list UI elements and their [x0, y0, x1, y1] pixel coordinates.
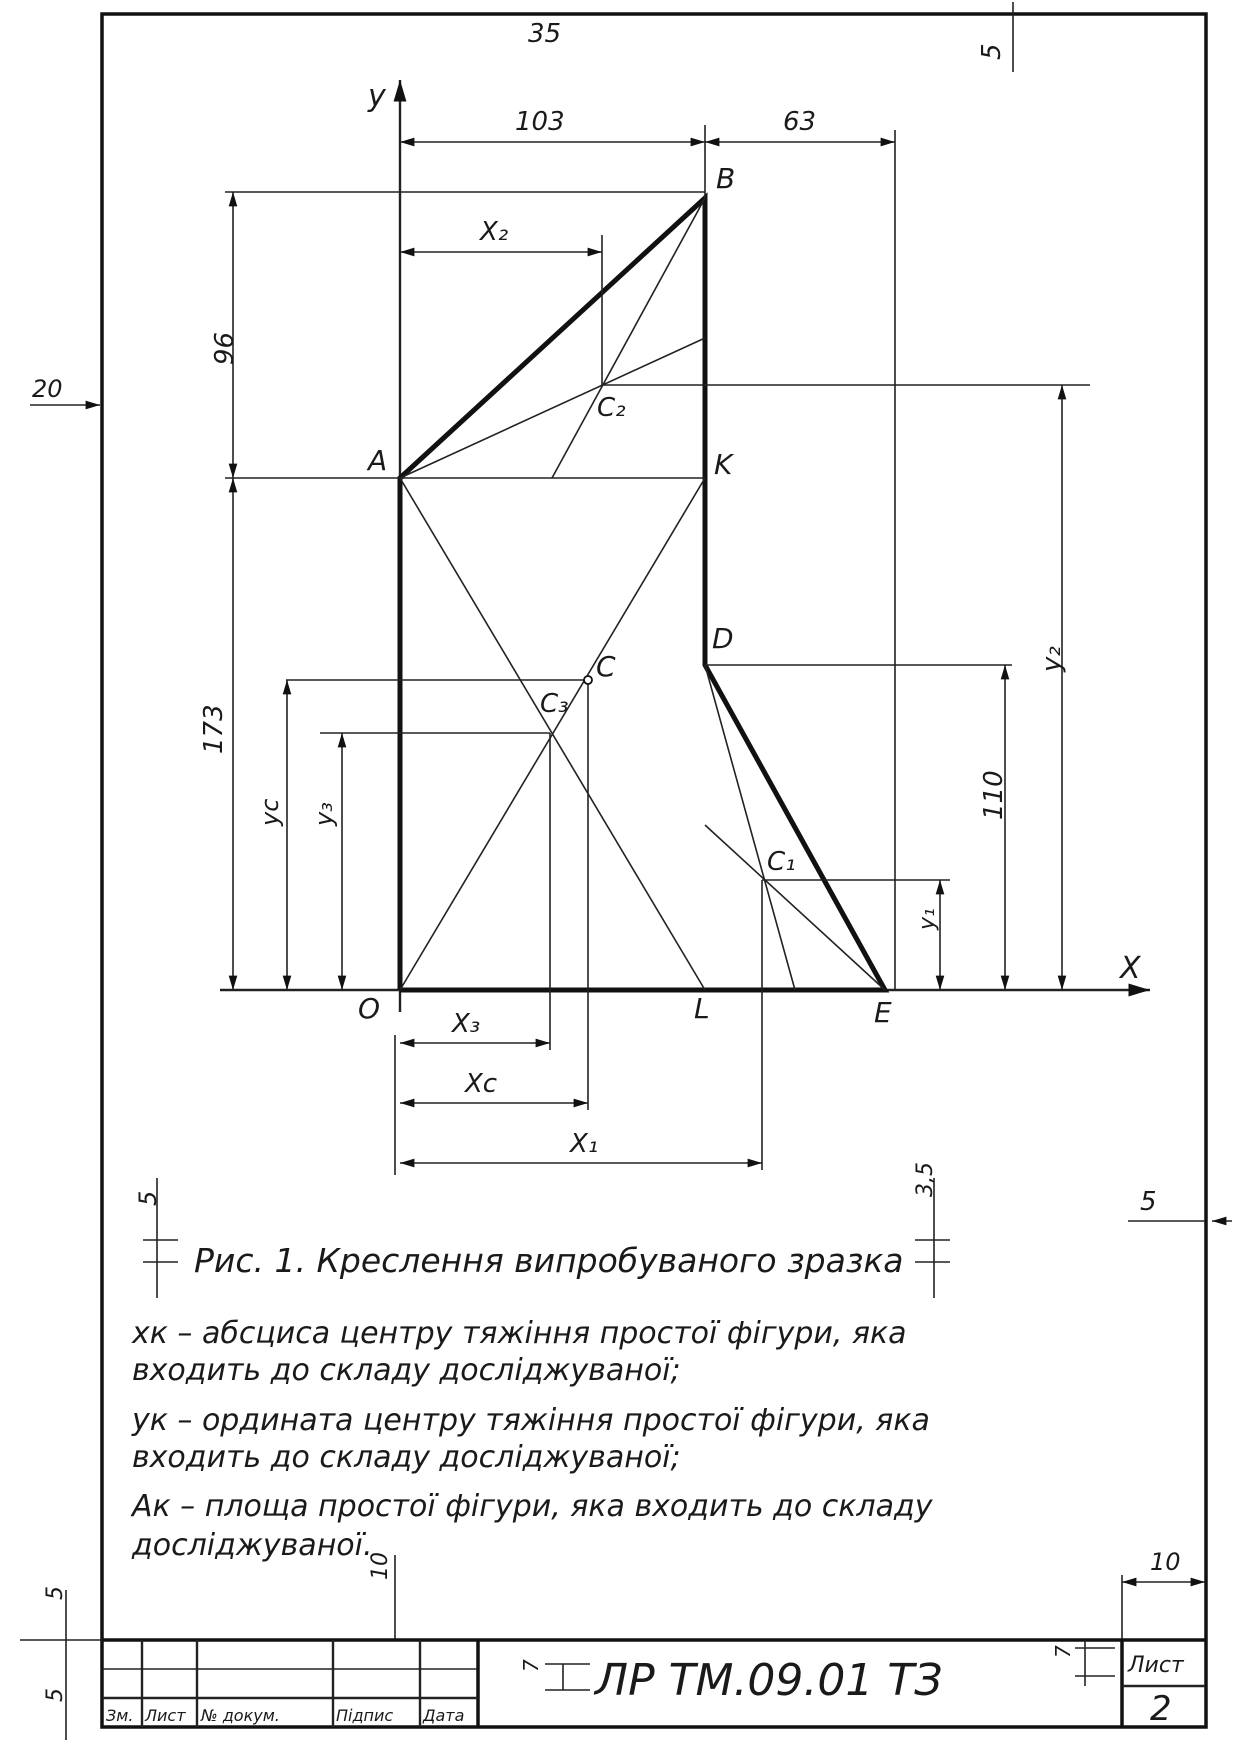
stamp-sheet-label: Лист [1128, 1653, 1184, 1678]
point-e: E [874, 996, 892, 1029]
svg-text:5: 5 [977, 43, 1007, 60]
margin-mark-left [30, 375, 100, 405]
median-a-upper [400, 338, 705, 478]
dim-height-top [207, 192, 237, 478]
sheet-number-top: 35 [528, 19, 562, 49]
dim-height-right [979, 665, 1009, 990]
note-line-6: досліджуваної. [132, 1528, 373, 1563]
dim-x3 [400, 1009, 550, 1043]
svg-text:5: 5 [43, 1586, 68, 1600]
note-line-3: yк – ордината центру тяжіння простої фігури, яка [132, 1403, 930, 1438]
point-b: B [716, 162, 736, 195]
point-k: K [714, 448, 733, 481]
x-axis-label: X [1120, 951, 1141, 986]
figure-caption: Рис. 1. Креслення випробуваного зразка [194, 1241, 904, 1280]
point-c3: C₃ [540, 689, 569, 719]
svg-text:X₂: X₂ [480, 217, 509, 247]
caption-left-mark [134, 1178, 178, 1298]
point-c1: C₁ [767, 847, 796, 877]
point-c-marker [584, 676, 592, 684]
stamp-col-doc: № докум. [201, 1706, 280, 1725]
point-c2: C₂ [597, 393, 626, 423]
margin-mark-right [1128, 1187, 1232, 1221]
svg-text:173: 173 [199, 704, 229, 754]
note-line-2: входить до складу досліджуваної; [132, 1353, 681, 1388]
stamp-row-mark [1051, 1640, 1115, 1686]
svg-text:3,5: 3,5 [913, 1162, 938, 1197]
stamp-col-sign: Підпис [336, 1706, 394, 1725]
dim-x1 [395, 1035, 762, 1175]
dim-width-left [400, 107, 705, 142]
median-lower-2 [705, 665, 795, 990]
dim-xc [400, 1069, 588, 1103]
point-d: D [712, 622, 734, 655]
doc-code-mark [519, 1659, 590, 1690]
dim-y1 [915, 880, 940, 990]
svg-text:y₂: y₂ [1037, 646, 1067, 672]
stamp-sheet-value: 2 [1150, 1689, 1172, 1729]
median-k-upper [552, 198, 705, 478]
dim-y3 [310, 733, 342, 990]
point-l: L [694, 992, 710, 1025]
svg-text:X₃: X₃ [452, 1009, 481, 1039]
svg-text:96: 96 [207, 332, 237, 366]
svg-text:7: 7 [519, 1659, 543, 1672]
svg-text:5: 5 [43, 1688, 68, 1702]
point-o: O [358, 992, 381, 1025]
y-axis-label: y [368, 79, 386, 114]
stamp-col-date: Дата [423, 1706, 465, 1725]
bottom-left-marks [20, 1586, 102, 1740]
document-code: ЛР ТМ.09.01 ТЗ [595, 1655, 943, 1706]
svg-text:10: 10 [368, 1552, 393, 1580]
svg-text:y₃: y₃ [310, 802, 338, 826]
svg-text:Xc: Xc [465, 1069, 498, 1099]
point-c: C [596, 650, 616, 683]
dim-width-right [705, 107, 895, 142]
svg-text:X₁: X₁ [570, 1129, 599, 1159]
svg-text:5: 5 [1140, 1187, 1157, 1217]
svg-text:103: 103 [515, 107, 565, 137]
dim-yc [256, 680, 287, 990]
stamp-gap-mark [368, 1552, 395, 1640]
dim-x2 [400, 217, 602, 252]
svg-text:10: 10 [1150, 1548, 1181, 1576]
figure-outline [400, 198, 885, 990]
note-line-4: входить до складу досліджуваної; [132, 1440, 681, 1475]
svg-text:7: 7 [1051, 1645, 1075, 1658]
svg-text:63: 63 [783, 107, 817, 137]
right-column-mark [1122, 1548, 1205, 1640]
svg-text:yc: yc [256, 798, 284, 826]
svg-text:20: 20 [32, 375, 63, 403]
note-line-5: Aк – площа простої фігури, яка входить до складу [132, 1489, 933, 1524]
svg-text:5: 5 [134, 1190, 162, 1206]
stamp-col-sheet: Лист [145, 1706, 186, 1725]
svg-text:y₁: y₁ [915, 908, 940, 930]
svg-text:110: 110 [979, 770, 1009, 820]
dim-height-left [199, 478, 400, 990]
caption-right-mark [913, 1162, 950, 1298]
stamp-col-change: Зм. [106, 1706, 134, 1725]
point-a: A [368, 444, 388, 477]
dim-y2 [1037, 385, 1067, 990]
note-line-1: xк – абсциса центру тяжіння простої фігури, яка [132, 1316, 907, 1351]
